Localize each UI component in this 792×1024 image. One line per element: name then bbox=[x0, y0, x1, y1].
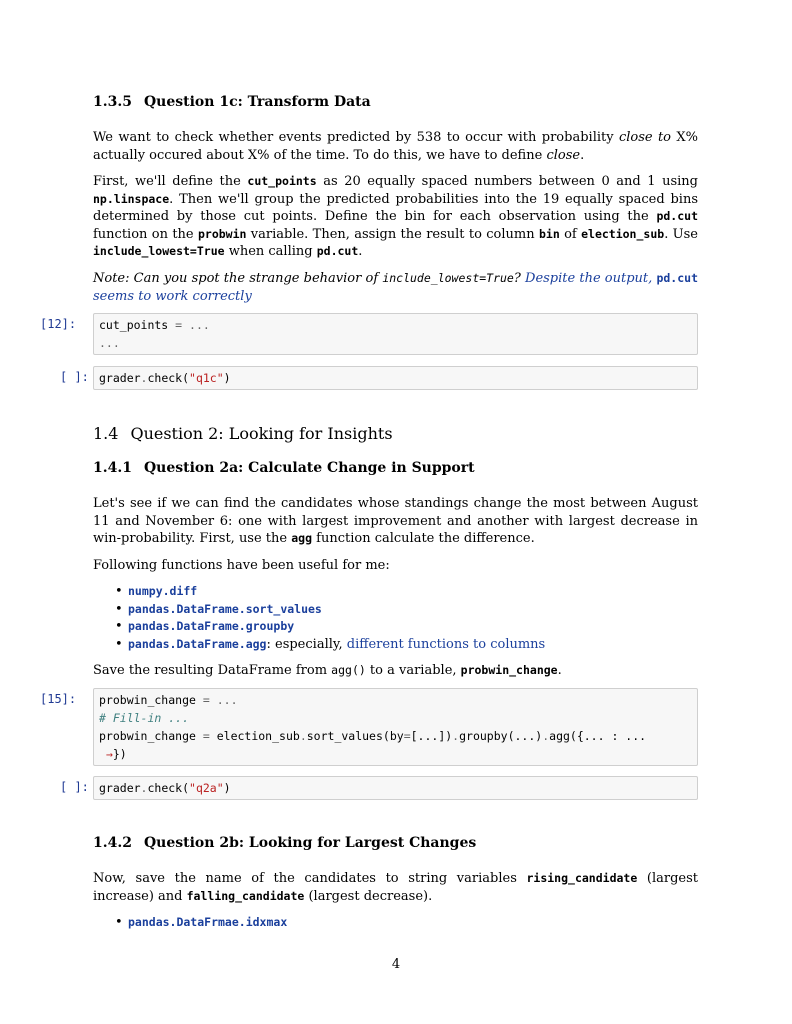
code-token: . bbox=[140, 371, 148, 385]
code-cell-cut-points[interactable] bbox=[93, 313, 698, 355]
inline-code: agg bbox=[291, 531, 313, 545]
code-token: . bbox=[452, 729, 460, 743]
inline-code: agg() bbox=[331, 663, 366, 677]
code-string: "q2a" bbox=[189, 781, 224, 795]
section-number: 1.4.2 bbox=[93, 835, 132, 851]
inline-code: pd.cut bbox=[656, 209, 698, 223]
code-token: = bbox=[175, 318, 183, 332]
section-heading-1-4 bbox=[93, 424, 393, 443]
inline-code: election_sub bbox=[581, 226, 665, 241]
text: ? bbox=[513, 271, 526, 286]
inline-code: probwin bbox=[197, 226, 247, 241]
text: (largest decrease). bbox=[304, 888, 433, 904]
link-different-functions[interactable] bbox=[347, 637, 545, 652]
code-token: check( bbox=[147, 781, 190, 795]
text: . bbox=[358, 244, 363, 259]
link-groupby[interactable] bbox=[128, 619, 294, 634]
cell-prompt: [ ]: bbox=[60, 370, 89, 384]
cell-prompt: [12]: bbox=[40, 317, 77, 331]
function-list bbox=[93, 583, 698, 653]
code-token: = bbox=[403, 729, 411, 743]
text: as 20 equally spaced numbers between 0 and 1 using bbox=[316, 174, 699, 189]
code-cell-probwin-change[interactable] bbox=[93, 688, 698, 766]
link-text: pandas.DataFrame.sort_values bbox=[128, 601, 322, 616]
code-line bbox=[99, 745, 692, 763]
inline-code: include_lowest=True bbox=[93, 244, 225, 258]
section-title: Question 2: Looking for Insights bbox=[130, 424, 393, 443]
paragraph-functions: Following functions have been useful for me: bbox=[93, 558, 390, 573]
link-idxmax[interactable] bbox=[128, 915, 287, 930]
cell-prompt: [ ]: bbox=[60, 780, 89, 794]
text: : especially, bbox=[266, 636, 347, 652]
line-continuation-icon: → bbox=[105, 747, 113, 761]
code-token: probwin_change bbox=[99, 729, 203, 743]
code-token: groupby(...) bbox=[459, 729, 543, 743]
text: . bbox=[557, 663, 562, 678]
text: of bbox=[559, 226, 582, 242]
inline-code: rising_candidate bbox=[526, 871, 638, 885]
emphasis: close to bbox=[618, 130, 672, 145]
code-token: check( bbox=[147, 371, 190, 385]
code-cell-grader-q1c[interactable] bbox=[93, 366, 698, 390]
text: . Use bbox=[664, 226, 698, 242]
list-item bbox=[93, 618, 698, 636]
code-token: agg({... : ... bbox=[549, 729, 647, 743]
link-text: pandas.DataFrame.agg bbox=[128, 636, 267, 651]
text: We want to check whether events predicted by 538 to occur with probability bbox=[93, 130, 619, 145]
paragraph-cut-points bbox=[93, 173, 698, 261]
code-token: [...]) bbox=[410, 729, 453, 743]
text: to a variable, bbox=[365, 663, 461, 678]
section-number: 1.4.1 bbox=[93, 460, 132, 476]
code-line bbox=[99, 691, 692, 709]
code-token: ... bbox=[209, 693, 238, 707]
text: Let's see if we can find the candidates whose standings change the most between August 11 and November 6: one with largest improvement and another with largest decrease in win-probability. First, use the bbox=[93, 496, 698, 546]
inline-code: pd.cut bbox=[656, 271, 698, 285]
code-token: ... bbox=[182, 318, 210, 332]
note-paragraph bbox=[93, 270, 698, 305]
code-token: grader bbox=[99, 781, 141, 795]
code-token: sort_values(by bbox=[306, 729, 404, 743]
text: . bbox=[580, 147, 585, 163]
list-item bbox=[93, 583, 698, 601]
code-token: grader bbox=[99, 371, 141, 385]
text: . Then we'll group the predicted probabilities into the 19 equally spaced bins determined by those cut points. Define the bin for each observation using the bbox=[93, 191, 698, 224]
text: Save the resulting DataFrame from bbox=[93, 663, 332, 678]
code-token: = bbox=[202, 729, 210, 743]
link-text: different functions to columns bbox=[346, 636, 546, 652]
code-token: . bbox=[542, 729, 550, 743]
code-token: }) bbox=[112, 747, 127, 761]
link-text: pandas.DataFrmae.idxmax bbox=[128, 915, 288, 929]
inline-code: bin bbox=[538, 226, 560, 241]
section-title: Question 2a: Calculate Change in Support bbox=[143, 460, 475, 476]
inline-code: include_lowest=True bbox=[382, 271, 514, 285]
section-heading-1-4-2 bbox=[93, 835, 476, 851]
code-string: "q1c" bbox=[189, 371, 224, 385]
code-token: ) bbox=[223, 371, 231, 385]
text: when calling bbox=[224, 244, 317, 259]
text: function calculate the difference. bbox=[312, 531, 535, 546]
code-token: . bbox=[299, 729, 307, 743]
paragraph-candidates bbox=[93, 495, 698, 548]
paragraph-save-names bbox=[93, 870, 698, 905]
code-line bbox=[99, 369, 692, 387]
inline-code: pd.cut bbox=[316, 244, 359, 258]
text: X% actually occured about X% of the time. To do this, we have to define bbox=[93, 130, 698, 163]
section-title: Question 2b: Looking for Largest Changes bbox=[143, 835, 477, 851]
text: Note: Can you spot the strange behavior of bbox=[93, 271, 383, 286]
list-item bbox=[93, 601, 698, 619]
text: variable. Then, assign the result to column bbox=[246, 226, 539, 242]
section-title: Question 1c: Transform Data bbox=[143, 94, 371, 110]
cell-prompt: [15]: bbox=[40, 692, 77, 706]
paragraph-intro bbox=[93, 129, 698, 164]
text: (largest increase) and bbox=[93, 871, 698, 904]
inline-code: np.linspace bbox=[93, 191, 170, 206]
code-line bbox=[99, 316, 692, 334]
code-token: probwin_change bbox=[99, 693, 203, 707]
code-cell-grader-q2a[interactable] bbox=[93, 776, 698, 800]
emphasis: close bbox=[546, 147, 581, 163]
text: seems to work correctly bbox=[93, 288, 252, 304]
section-heading-1-4-1 bbox=[93, 460, 475, 476]
code-line bbox=[99, 727, 692, 745]
text: Now, save the name of the candidates to string variables bbox=[93, 871, 527, 886]
inline-code: cut_points bbox=[247, 174, 317, 188]
link-text: pandas.DataFrame.groupby bbox=[128, 619, 295, 633]
link-sort-values[interactable] bbox=[128, 602, 322, 617]
section-heading-1-3-5 bbox=[93, 94, 371, 110]
inline-code: falling_candidate bbox=[186, 888, 305, 903]
code-comment: # Fill-in ... bbox=[99, 711, 190, 725]
code-token: cut_points bbox=[99, 318, 176, 332]
code-token: ) bbox=[223, 781, 231, 795]
text: Despite the output, bbox=[525, 271, 657, 286]
list-item bbox=[93, 636, 698, 654]
section-number: 1.4 bbox=[93, 424, 119, 443]
link-text: numpy.diff bbox=[128, 584, 198, 598]
code-token: election_sub bbox=[209, 729, 300, 743]
code-line bbox=[99, 779, 692, 797]
code-token: . bbox=[140, 781, 148, 795]
link-numpy-diff[interactable] bbox=[128, 584, 197, 599]
paragraph-save-result bbox=[93, 662, 698, 680]
function-list-2 bbox=[93, 914, 698, 932]
link-agg[interactable] bbox=[128, 637, 266, 652]
code-line: ... bbox=[99, 336, 120, 350]
text: function on the bbox=[93, 226, 198, 242]
page-number: 4 bbox=[391, 957, 401, 972]
text: First, we'll define the bbox=[93, 174, 248, 189]
list-item bbox=[93, 914, 698, 932]
inline-code: probwin_change bbox=[460, 663, 558, 677]
section-number: 1.3.5 bbox=[93, 94, 132, 110]
code-token: = bbox=[202, 693, 210, 707]
